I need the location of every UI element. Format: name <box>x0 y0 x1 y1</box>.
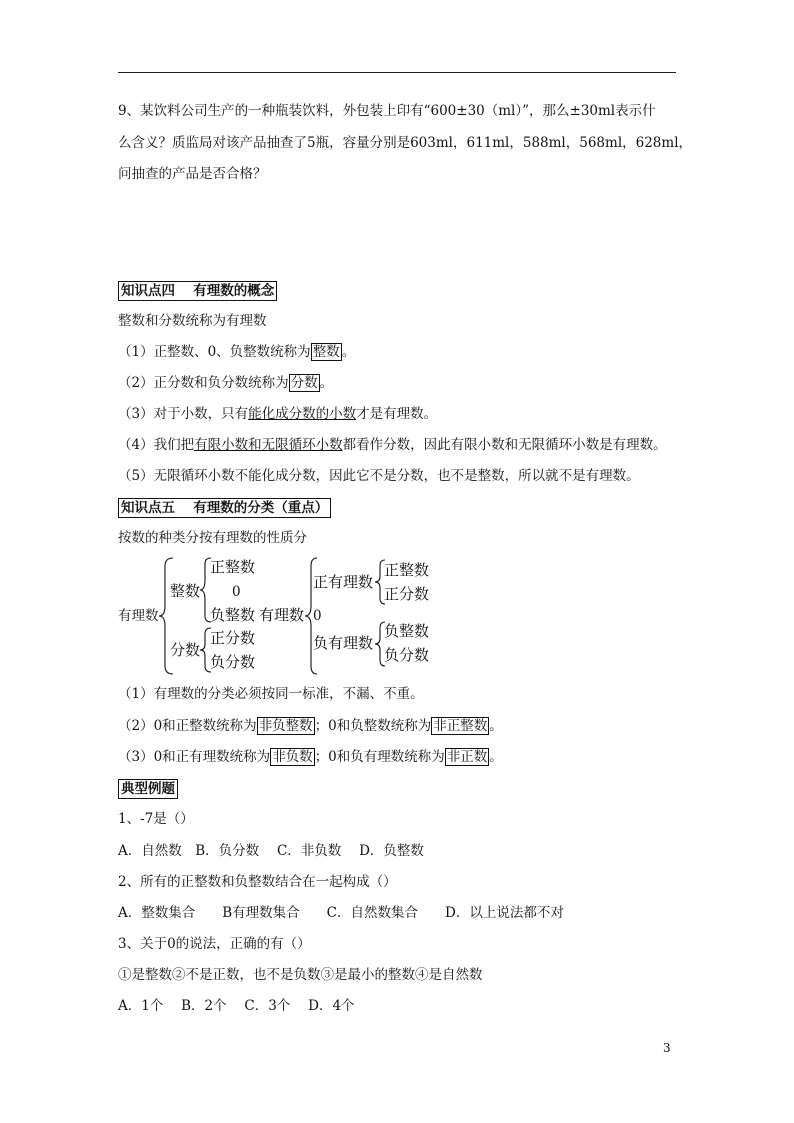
tree1-negative-integer: 负整数 <box>210 606 256 624</box>
examples-title: 典型例题 <box>118 779 178 799</box>
kp4-item-3: （3）对于小数，只有能化成分数的小数才是有理数。 <box>118 406 438 422</box>
kp4-item-4: （4）我们把有限小数和无限循环小数都看作分数，因此有限小数和无限循环小数是有理数。 <box>118 437 667 453</box>
tree2-positive-integer: 正整数 <box>384 561 430 579</box>
page-number: 3 <box>663 1041 671 1055</box>
kp5-note-1: （1）有理数的分类必须按同一标准，不漏、不重。 <box>118 686 424 702</box>
tree2-negative-integer: 负整数 <box>384 622 430 640</box>
kp4-item-2: （2）正分数和负分数统称为 分数 。 <box>118 375 334 391</box>
kp4-intro: 整数和分数统称为有理数 <box>118 313 267 329</box>
example-2-options: A．整数集合 B有理数集合 C．自然数集合 D．以上说法都不对 <box>118 905 564 921</box>
tree2-negative-rational: 负有理数 <box>313 634 374 652</box>
kp5-note-2: （2）0和正整数统称为 非负整数 ；0和负整数统称为 非正整数 。 <box>118 718 503 734</box>
tree1-negative-fraction: 负分数 <box>210 653 256 671</box>
tree1-fraction: 分数 <box>170 641 201 659</box>
tree2-zero: 0 <box>313 608 322 624</box>
tree1-zero: 0 <box>232 584 241 600</box>
example-3-options: A．1个 B．2个 C．3个 D．4个 <box>118 998 355 1014</box>
tree1-root: 有理数 <box>118 608 159 624</box>
tree2-positive-fraction: 正分数 <box>384 585 430 603</box>
tree2-negative-fraction: 负分数 <box>384 646 430 664</box>
tree2-root: 有理数 <box>259 606 305 624</box>
kp4-item-5: （5）无限循环小数不能化成分数，因此它不是分数，也不是整数，所以就不是有理数。 <box>118 468 640 484</box>
kp4-title: 知识点四 有理数的概念 <box>118 281 277 301</box>
tree1-positive-integer: 正整数 <box>210 558 256 576</box>
q9-line-2: 么含义？质监局对该产品抽查了5瓶，容量分别是603ml，611ml，588ml，568ml，628ml， <box>118 135 693 151</box>
tree1-integer: 整数 <box>170 582 201 600</box>
q9-line-1: 9、某饮料公司生产的一种瓶装饮料，外包装上印有“600±30（ml）”，那么±30ml表示什 <box>118 103 656 119</box>
q9-line-3: 问抽查的产品是否合格？ <box>118 166 267 182</box>
example-1-question: 1、-7是（） <box>118 811 194 827</box>
example-1-options: A．自然数 B．负分数 C．非负数 D．负整数 <box>118 843 424 859</box>
kp5-intro: 按数的种类分按有理数的性质分 <box>118 530 307 546</box>
kp5-title: 知识点五 有理数的分类（重点） <box>118 498 331 518</box>
example-3-items: ①是整数②不是正数，也不是负数③是最小的整数④是自然数 <box>118 967 483 983</box>
kp4-item-1: （1）正整数、0、负整数统称为 整数 。 <box>118 344 356 360</box>
tree2-positive-rational: 正有理数 <box>313 573 374 591</box>
example-3-question: 3、关于0的说法，正确的有（） <box>118 936 311 952</box>
tree1-positive-fraction: 正分数 <box>210 629 256 647</box>
example-2-question: 2、所有的正整数和负整数结合在一起构成（） <box>118 874 397 890</box>
kp5-note-3: （3）0和正有理数统称为 非负数 ；0和负有理数统称为 非正数 。 <box>118 749 503 765</box>
